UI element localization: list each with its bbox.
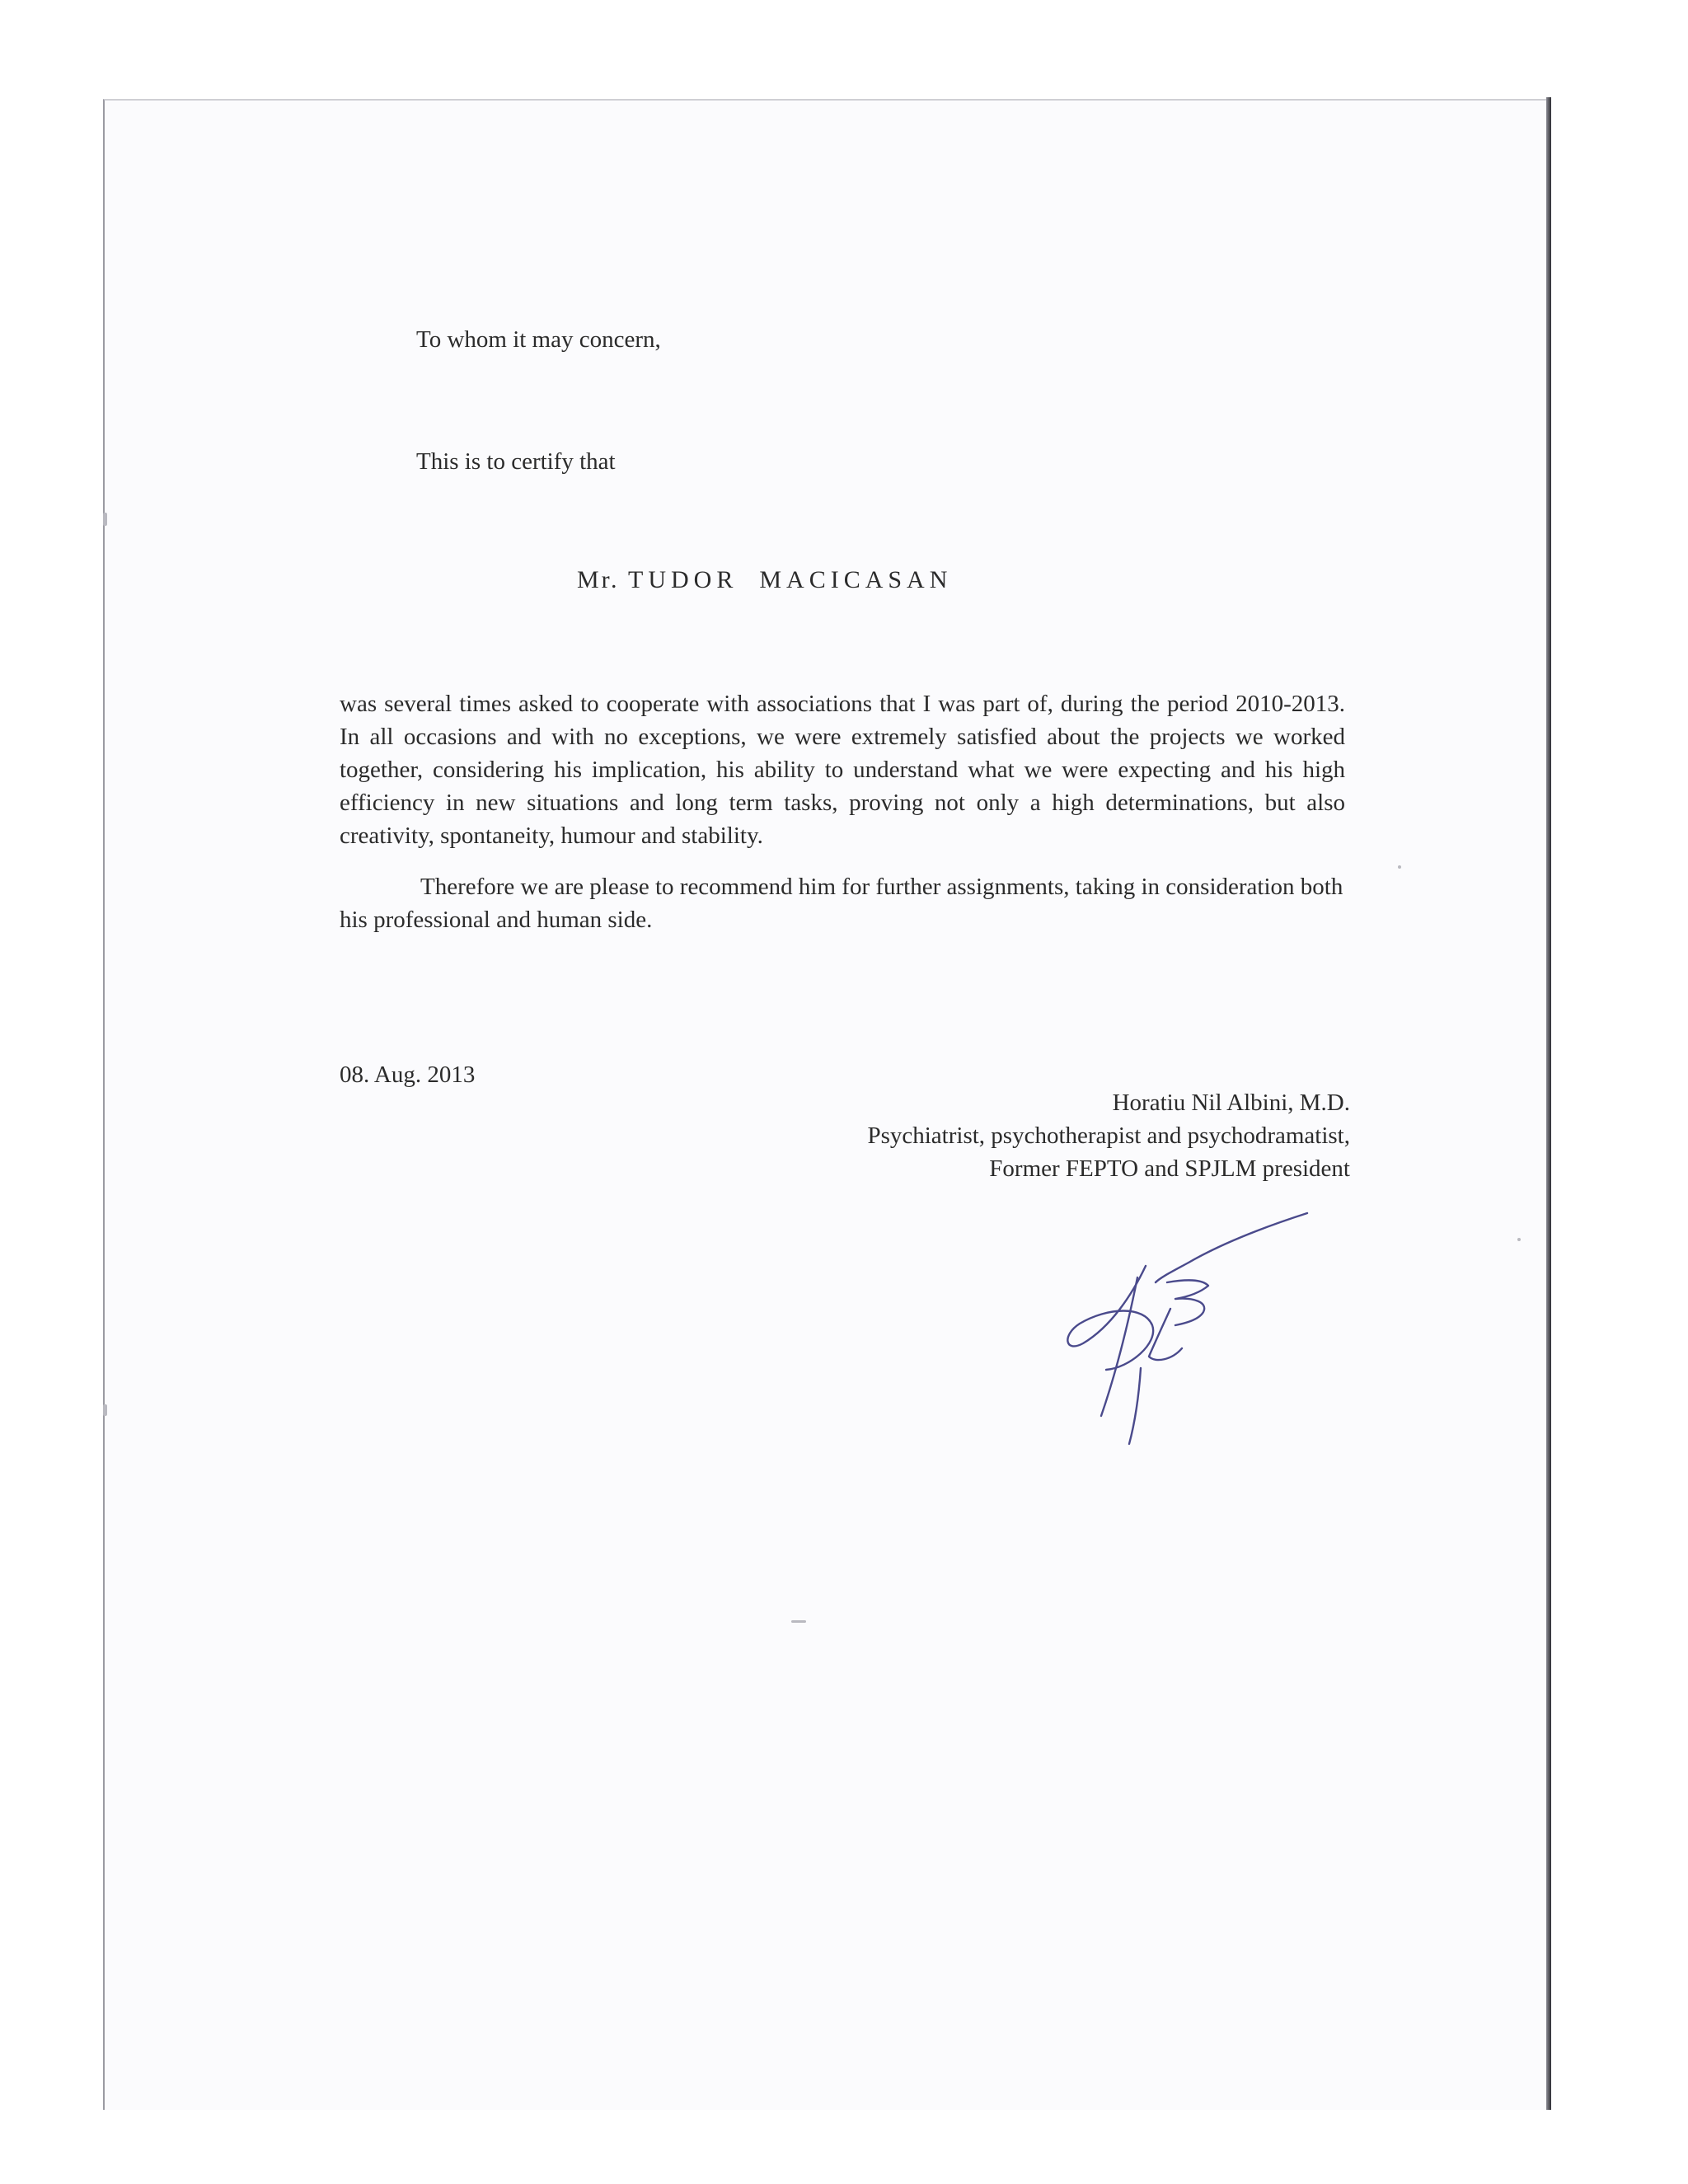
signatory-role: Psychiatrist, psychotherapist and psychodramatist,: [867, 1122, 1350, 1149]
signatory-former-role: Former FEPTO and SPJLM president: [989, 1155, 1350, 1182]
scan-speck: [1398, 865, 1401, 869]
scan-speck: [791, 1620, 806, 1623]
intro-line: This is to certify that: [416, 448, 616, 475]
scan-speck: [103, 513, 107, 526]
bottom-margin: [0, 2110, 1688, 2184]
letter-date: 08. Aug. 2013: [340, 1062, 476, 1088]
name-given: TUDOR: [628, 566, 738, 593]
closing-paragraph: Therefore we are please to recommend him for further assignments, taking in consideration both his professional and human side.: [340, 874, 1343, 933]
name-surname: MACICASAN: [759, 566, 953, 593]
body-paragraph: was several times asked to cooperate with associations that I was part of, during the period 2010-2013. In all occasions and with no exceptions, we were extremely satisfied about the projects we worked together, considering his implication, his ability to understand what we were expecting and his high efficiency in new situations and long term tasks, proving not only a high determinations, but also creativity, spontaneity, humour and stability.: [340, 691, 1345, 849]
recipient-name: [577, 564, 952, 597]
signature-block: [867, 1086, 1350, 1185]
scan-speck: [1517, 1238, 1521, 1241]
scan-speck: [103, 1404, 107, 1416]
signatory-name: Horatiu Nil Albini, M.D.: [1112, 1090, 1350, 1116]
name-title: Mr.: [577, 566, 620, 593]
handwritten-signature: [1047, 1203, 1319, 1451]
page-edge-shadow: [1546, 97, 1551, 2111]
salutation: To whom it may concern,: [416, 326, 661, 353]
